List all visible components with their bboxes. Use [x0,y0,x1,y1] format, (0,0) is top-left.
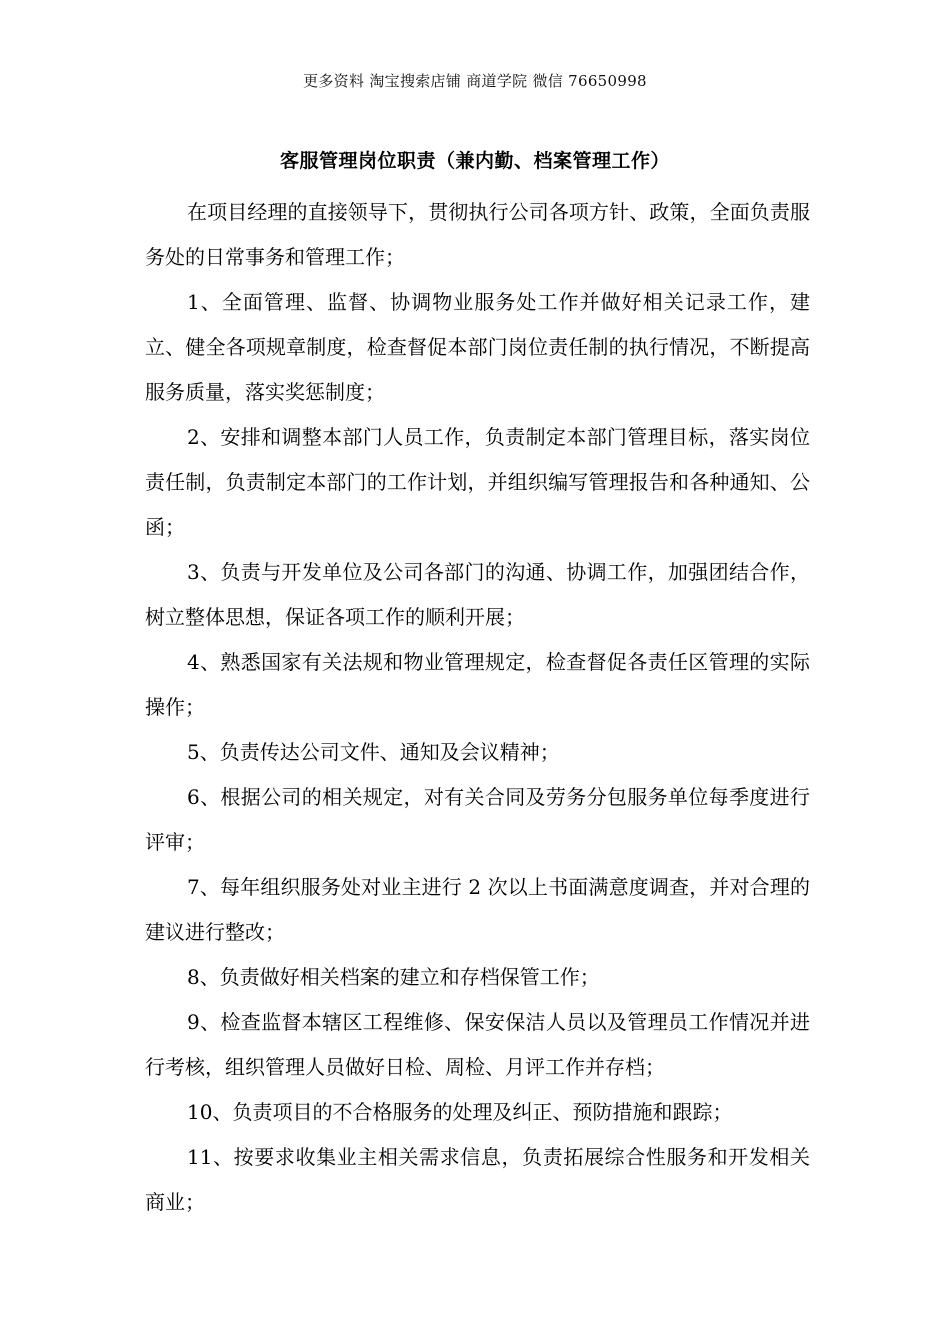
duty-item-11: 11、按要求收集业主相关需求信息，负责拓展综合性服务和开发相关商业； [145,1145,810,1214]
header-note: 更多资料 淘宝搜索店铺 商道学院 微信 76650998 [303,72,647,90]
duty-item-6: 6、根据公司的相关规定，对有关合同及劳务分包服务单位每季度进行评审； [145,785,810,854]
duty-item-4: 4、熟悉国家有关法规和物业管理规定，检查督促各责任区管理的实际操作； [145,650,810,719]
duty-item-7: 7、每年组织服务处对业主进行 2 次以上书面满意度调查，并对合理的建议进行整改； [145,875,810,944]
duty-item-2: 2、安排和调整本部门人员工作，负责制定本部门管理目标，落实岗位责任制，负责制定本部门的工作计划，并组织编写管理报告和各种通知、公函； [145,425,810,539]
duty-item-1: 1、全面管理、监督、协调物业服务处工作并做好相关记录工作，建立、健全各项规章制度，检查督促本部门岗位责任制的执行情况，不断提高服务质量，落实奖惩制度； [145,290,810,404]
document-title: 客服管理岗位职责（兼内勤、档案管理工作） [279,150,670,172]
document-body [145,190,810,1225]
duty-item-9: 9、检查监督本辖区工程维修、保安保洁人员以及管理员工作情况并进行考核，组织管理人员做好日检、周检、月评工作并存档； [145,1010,810,1079]
intro-paragraph: 在项目经理的直接领导下，贯彻执行公司各项方针、政策，全面负责服务处的日常事务和管理工作； [145,200,810,269]
duty-item-8: 8、负责做好相关档案的建立和存档保管工作； [187,965,600,989]
duty-item-10: 10、负责项目的不合格服务的处理及纠正、预防措施和跟踪； [187,1100,733,1124]
duty-item-3: 3、负责与开发单位及公司各部门的沟通、协调工作，加强团结合作，树立整体思想，保证各项工作的顺利开展； [145,560,810,629]
duty-item-5: 5、负责传达公司文件、通知及会议精神； [187,740,560,764]
